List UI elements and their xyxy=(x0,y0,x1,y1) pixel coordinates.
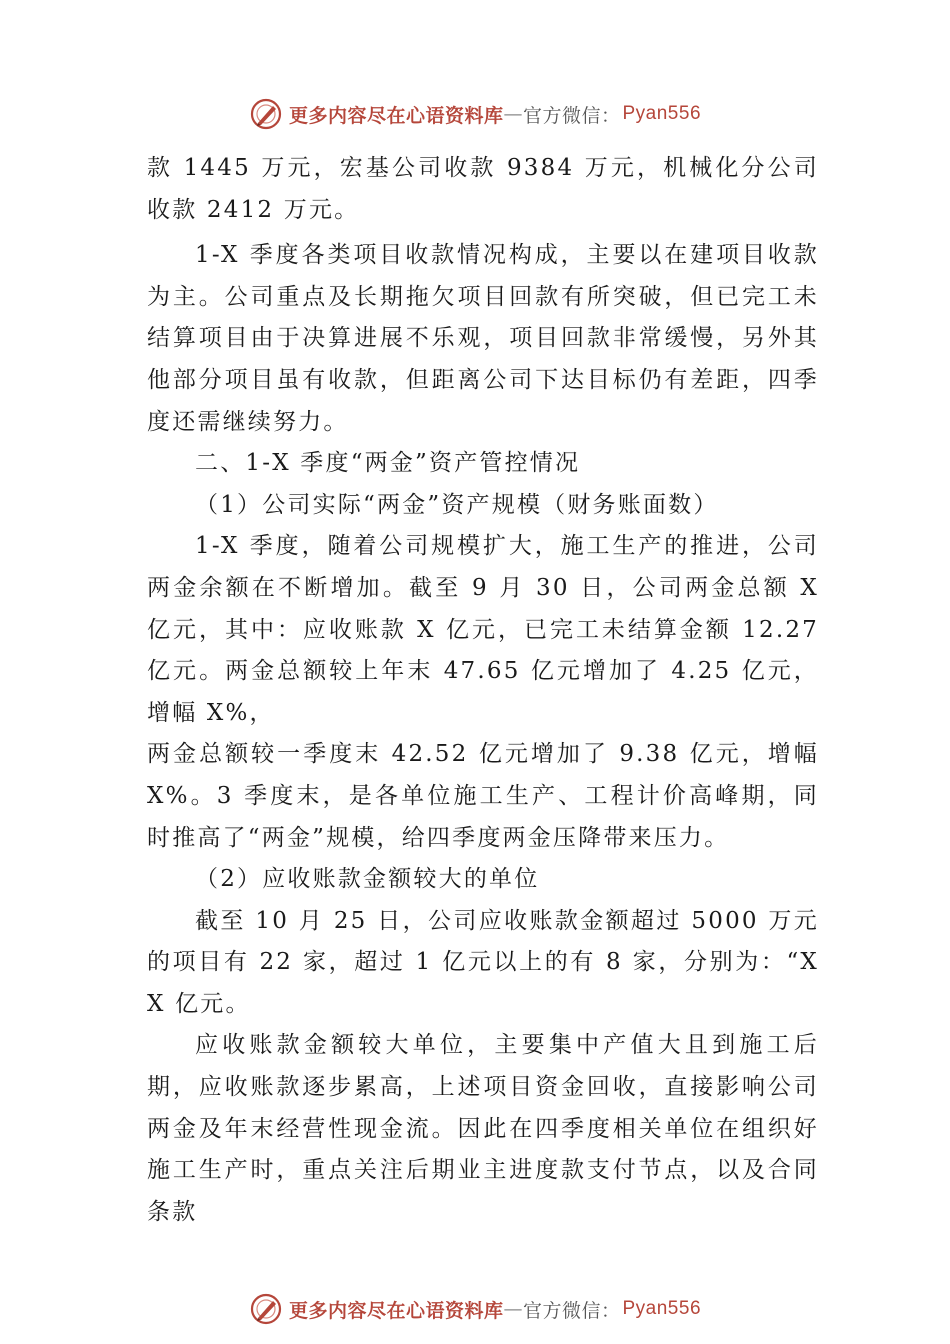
footer-wechat-id: Pyan556 xyxy=(622,1298,702,1319)
document-body xyxy=(147,148,819,1233)
footer-separator: — xyxy=(503,1298,523,1320)
subsection-heading-1: （1）公司实际“两金”资产规模（财务账面数） xyxy=(195,491,719,518)
subsection-heading-2: （2）应收账款金额较大的单位 xyxy=(195,866,540,893)
header-brand-text: 更多内容尽在心语资料库 xyxy=(288,104,504,127)
paragraph-5: 截至 10 月 25 日，公司应收账款金额超过 5000 万元的项目有 22 家，超过 1 亿元以上的有 8 家，分别为：“XX 亿元。 xyxy=(147,907,819,1017)
paragraph-1: 款 1445 万元，宏基公司收款 9384 万元，机械化分公司收款 2412 万元。 xyxy=(147,155,819,223)
section-heading-2: 二、1-X 季度“两金”资产管控情况 xyxy=(195,450,581,477)
pen-logo-icon xyxy=(249,1292,283,1326)
header-wechat-id: Pyan556 xyxy=(622,103,702,124)
paragraph-4: 两金总额较一季度末 42.52 亿元增加了 9.38 亿元，增幅 X%。3 季度末，是各单位施工生产、工程计价高峰期，同时推高了“两金”规模，给四季度两金压降带来压力。 xyxy=(147,741,819,851)
header-official-label: 官方微信： xyxy=(522,104,621,127)
paragraph-3: 1-X 季度，随着公司规模扩大，施工生产的推进，公司两金余额在不断增加。截至 9 月 30 日，公司两金总额 X 亿元，其中：应收账款 X 亿元，已完工未结算金额 12.27 亿元。两金总额较上年末 47.65 亿元增加了 4.25 亿元，增幅 X%， xyxy=(147,533,819,726)
header-banner xyxy=(0,94,950,134)
footer-official-label: 官方微信： xyxy=(522,1299,621,1322)
header-separator: — xyxy=(503,103,523,125)
footer-brand-text: 更多内容尽在心语资料库 xyxy=(288,1299,504,1322)
paragraph-6: 应收账款金额较大单位，主要集中产值大且到施工后期，应收账款逐步累高，上述项目资金回收，直接影响公司两金及年末经营性现金流。因此在四季度相关单位在组织好施工生产时，重点关注后期业主进度款支付节点，以及合同条款 xyxy=(147,1032,819,1225)
paragraph-2: 1-X 季度各类项目收款情况构成，主要以在建项目收款为主。公司重点及长期拖欠项目回款有所突破，但已完工未结算项目由于决算进展不乐观，项目回款非常缓慢，另外其他部分项目虽有收款，但距离公司下达目标仍有差距，四季度还需继续努力。 xyxy=(147,242,819,435)
pen-logo-icon xyxy=(249,97,283,131)
footer-banner xyxy=(0,1289,950,1329)
